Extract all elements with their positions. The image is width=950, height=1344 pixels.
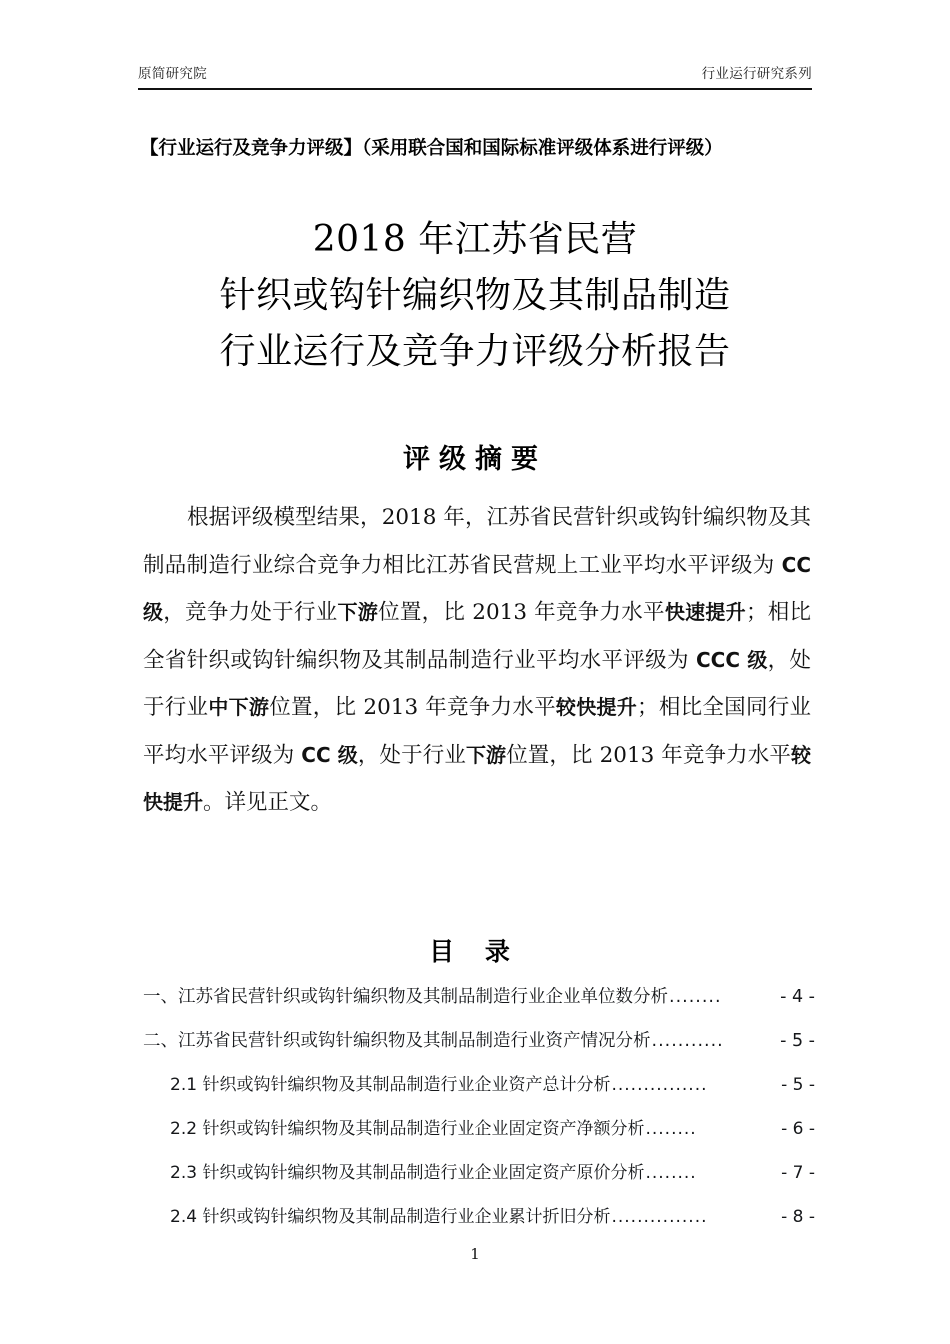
title-line-1: 2018 年江苏省民营 — [312, 219, 638, 260]
summary-emphasis: 下游 — [337, 600, 379, 624]
toc-entry-title: 2.4 针织或钩针编织物及其制品制造行业企业累计折旧分析 — [170, 1207, 611, 1227]
toc-entry[interactable] — [143, 1063, 815, 1107]
summary-heading: 评级摘要 — [403, 444, 547, 475]
header-divider-rule — [138, 88, 812, 90]
summary-emphasis: CCC 级 — [695, 647, 768, 672]
summary-emphasis: 中下游 — [208, 695, 270, 719]
summary-text: ，处于行业 — [143, 647, 811, 720]
toc-entry[interactable] — [143, 1195, 815, 1239]
summary-text: 。详见正文。 — [203, 790, 333, 815]
summary-text: 位置，比 2013 年竞争力水平 — [506, 742, 791, 768]
running-header — [138, 62, 812, 82]
report-kicker-line: 【行业运行及竞争力评级】（采用联合国和国际标准评级体系进行评级） — [140, 138, 723, 159]
toc-entry[interactable] — [143, 975, 815, 1019]
report-title — [0, 212, 950, 380]
header-left-text: 原简研究院 — [138, 66, 207, 82]
summary-emphasis: 较快提升 — [555, 695, 638, 719]
header-right-text: 行业运行研究系列 — [701, 66, 812, 82]
summary-emphasis: CC 级 — [143, 552, 811, 624]
toc-dot-leader: ........ — [645, 1119, 697, 1139]
summary-text: ，竞争力处于行业 — [163, 600, 338, 625]
title-line-3: 行业运行及竞争力评级分析报告 — [219, 331, 731, 372]
table-of-contents — [143, 975, 815, 1239]
toc-heading: 目 录 — [429, 937, 521, 966]
toc-dot-leader: ........... — [651, 1031, 724, 1051]
summary-text: ，处于行业 — [357, 742, 466, 768]
toc-entry-page: - 8 - — [781, 1207, 815, 1227]
summary-emphasis: 下游 — [465, 742, 507, 767]
toc-entry[interactable] — [143, 1107, 815, 1151]
toc-entry-page: - 7 - — [781, 1163, 815, 1183]
summary-text: 位置，比 2013 年竞争力水平 — [378, 600, 665, 625]
summary-emphasis: 较快提升 — [143, 742, 811, 814]
toc-dot-leader: ........ — [645, 1163, 697, 1183]
toc-entry[interactable] — [143, 1151, 815, 1195]
toc-dot-leader: ........ — [669, 987, 722, 1007]
summary-text: ；相比全省针织或钩针编织物及其制品制造行业平均水平评级为 — [143, 600, 811, 673]
summary-emphasis: CC 级 — [301, 742, 358, 767]
toc-entry-title: 二、江苏省民营针织或钩针编织物及其制品制造行业资产情况分析 — [143, 1031, 651, 1051]
toc-entry-page: - 4 - — [780, 987, 815, 1007]
toc-dot-leader: ............... — [611, 1075, 708, 1095]
summary-paragraph — [143, 494, 811, 827]
toc-entry-title: 2.3 针织或钩针编织物及其制品制造行业企业固定资产原价分析 — [170, 1163, 645, 1183]
page-number-footer: 1 — [470, 1245, 480, 1263]
summary-text: ；相比全国同行业平均水平评级为 — [143, 695, 811, 768]
toc-entry-title: 2.1 针织或钩针编织物及其制品制造行业企业资产总计分析 — [170, 1075, 611, 1095]
toc-entry-page: - 5 - — [781, 1075, 815, 1095]
toc-entry-title: 一、江苏省民营针织或钩针编织物及其制品制造行业企业单位数分析 — [143, 987, 668, 1007]
title-line-2: 针织或钩针编织物及其制品制造 — [219, 275, 731, 316]
toc-dot-leader: ............... — [611, 1207, 708, 1227]
summary-emphasis: 快速提升 — [664, 600, 746, 624]
summary-text: 位置，比 2013 年竞争力水平 — [269, 695, 556, 720]
summary-text: 根据评级模型结果，2018 年，江苏省民营针织或钩针编织物及其制品制造行业综合竞争力相比江苏省民营规上工业平均水平评级为 — [143, 505, 811, 578]
toc-entry-page: - 6 - — [781, 1119, 815, 1139]
toc-entry-title: 2.2 针织或钩针编织物及其制品制造行业企业固定资产净额分析 — [170, 1119, 645, 1139]
toc-entry[interactable] — [143, 1019, 815, 1063]
toc-entry-page: - 5 - — [780, 1031, 815, 1051]
